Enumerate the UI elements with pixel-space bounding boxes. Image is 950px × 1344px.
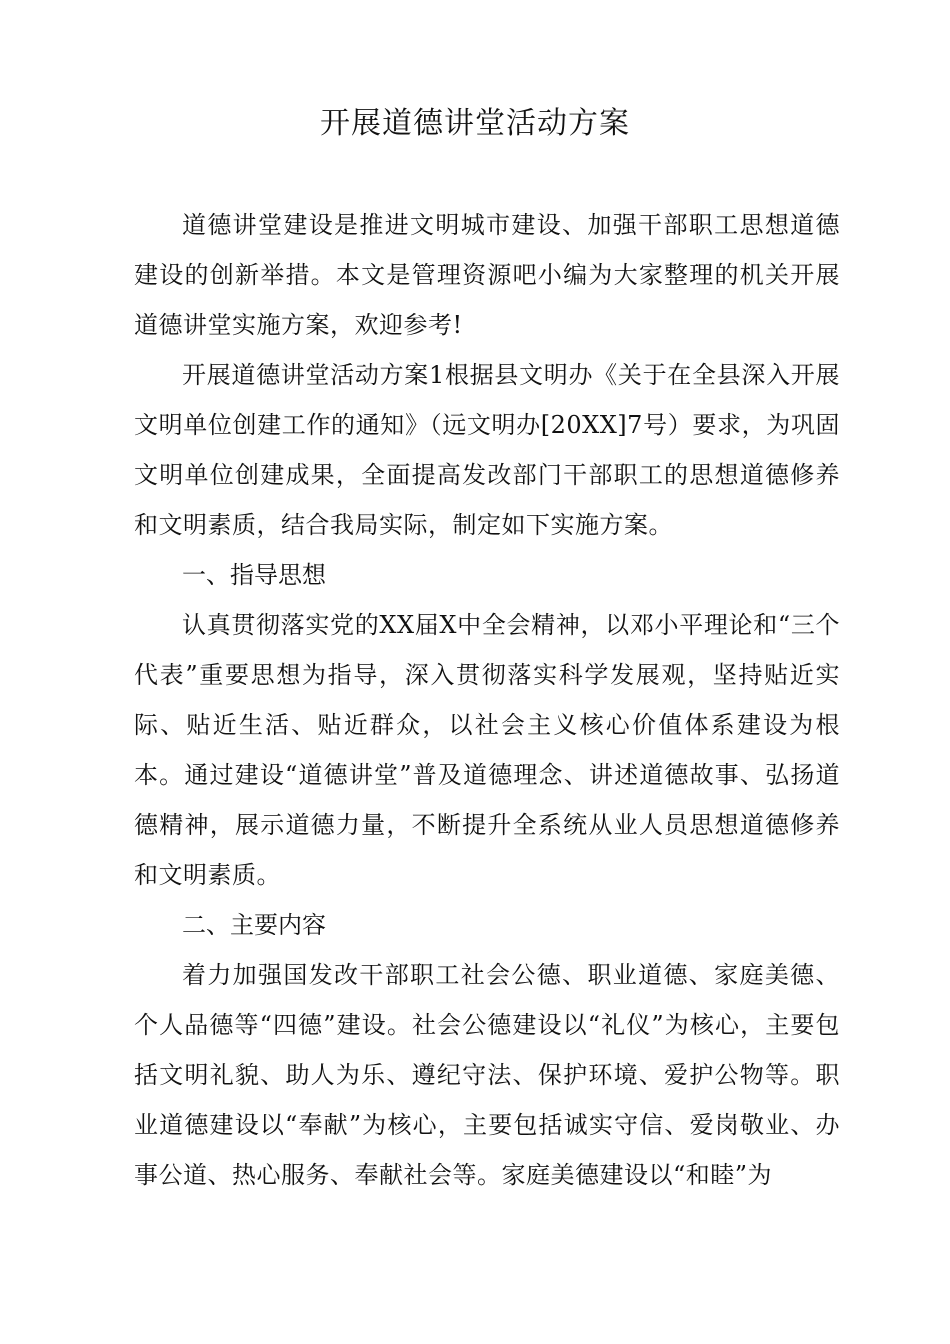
background-paragraph: 开展道德讲堂活动方案1根据县文明办《关于在全县深入开展文明单位创建工作的通知》（远文明办[20XX]7号）要求，为巩固文明单位创建成果，全面提高发改部门干部职工的思想道德修养和文明素质，结合我局实际，制定如下实施方案。 — [134, 361, 840, 539]
guiding-ideology-paragraph: 认真贯彻落实党的XX届X中全会精神，以邓小平理论和“三个代表”重要思想为指导，深入贯彻落实科学发展观，坚持贴近实际、贴近生活、贴近群众，以社会主义核心价值体系建设为根本。通过建设“道德讲堂”普及道德理念、讲述道德故事、弘扬道德精神，展示道德力量，不断提升全系统从业人员思想道德修养和文明素质。 — [134, 611, 840, 889]
main-content-paragraph: 着力加强国发改干部职工社会公德、职业道德、家庭美德、个人品德等“四德”建设。社会公德建设以“礼仪”为核心，主要包括文明礼貌、助人为乐、遵纪守法、保护环境、爱护公物等。职业道德建设以“奉献”为核心，主要包括诚实守信、爱岗敬业、办事公道、热心服务、奉献社会等。家庭美德建设以“和睦”为 — [134, 961, 840, 1189]
document-body — [134, 200, 840, 1200]
document-title: 开展道德讲堂活动方案 — [320, 106, 630, 141]
section-heading-guiding-ideology: 一、指导思想 — [182, 561, 326, 589]
section-heading-main-content: 二、主要内容 — [182, 911, 326, 939]
intro-paragraph: 道德讲堂建设是推进文明城市建设、加强干部职工思想道德建设的创新举措。本文是管理资源吧小编为大家整理的机关开展道德讲堂实施方案，欢迎参考! — [134, 211, 840, 339]
